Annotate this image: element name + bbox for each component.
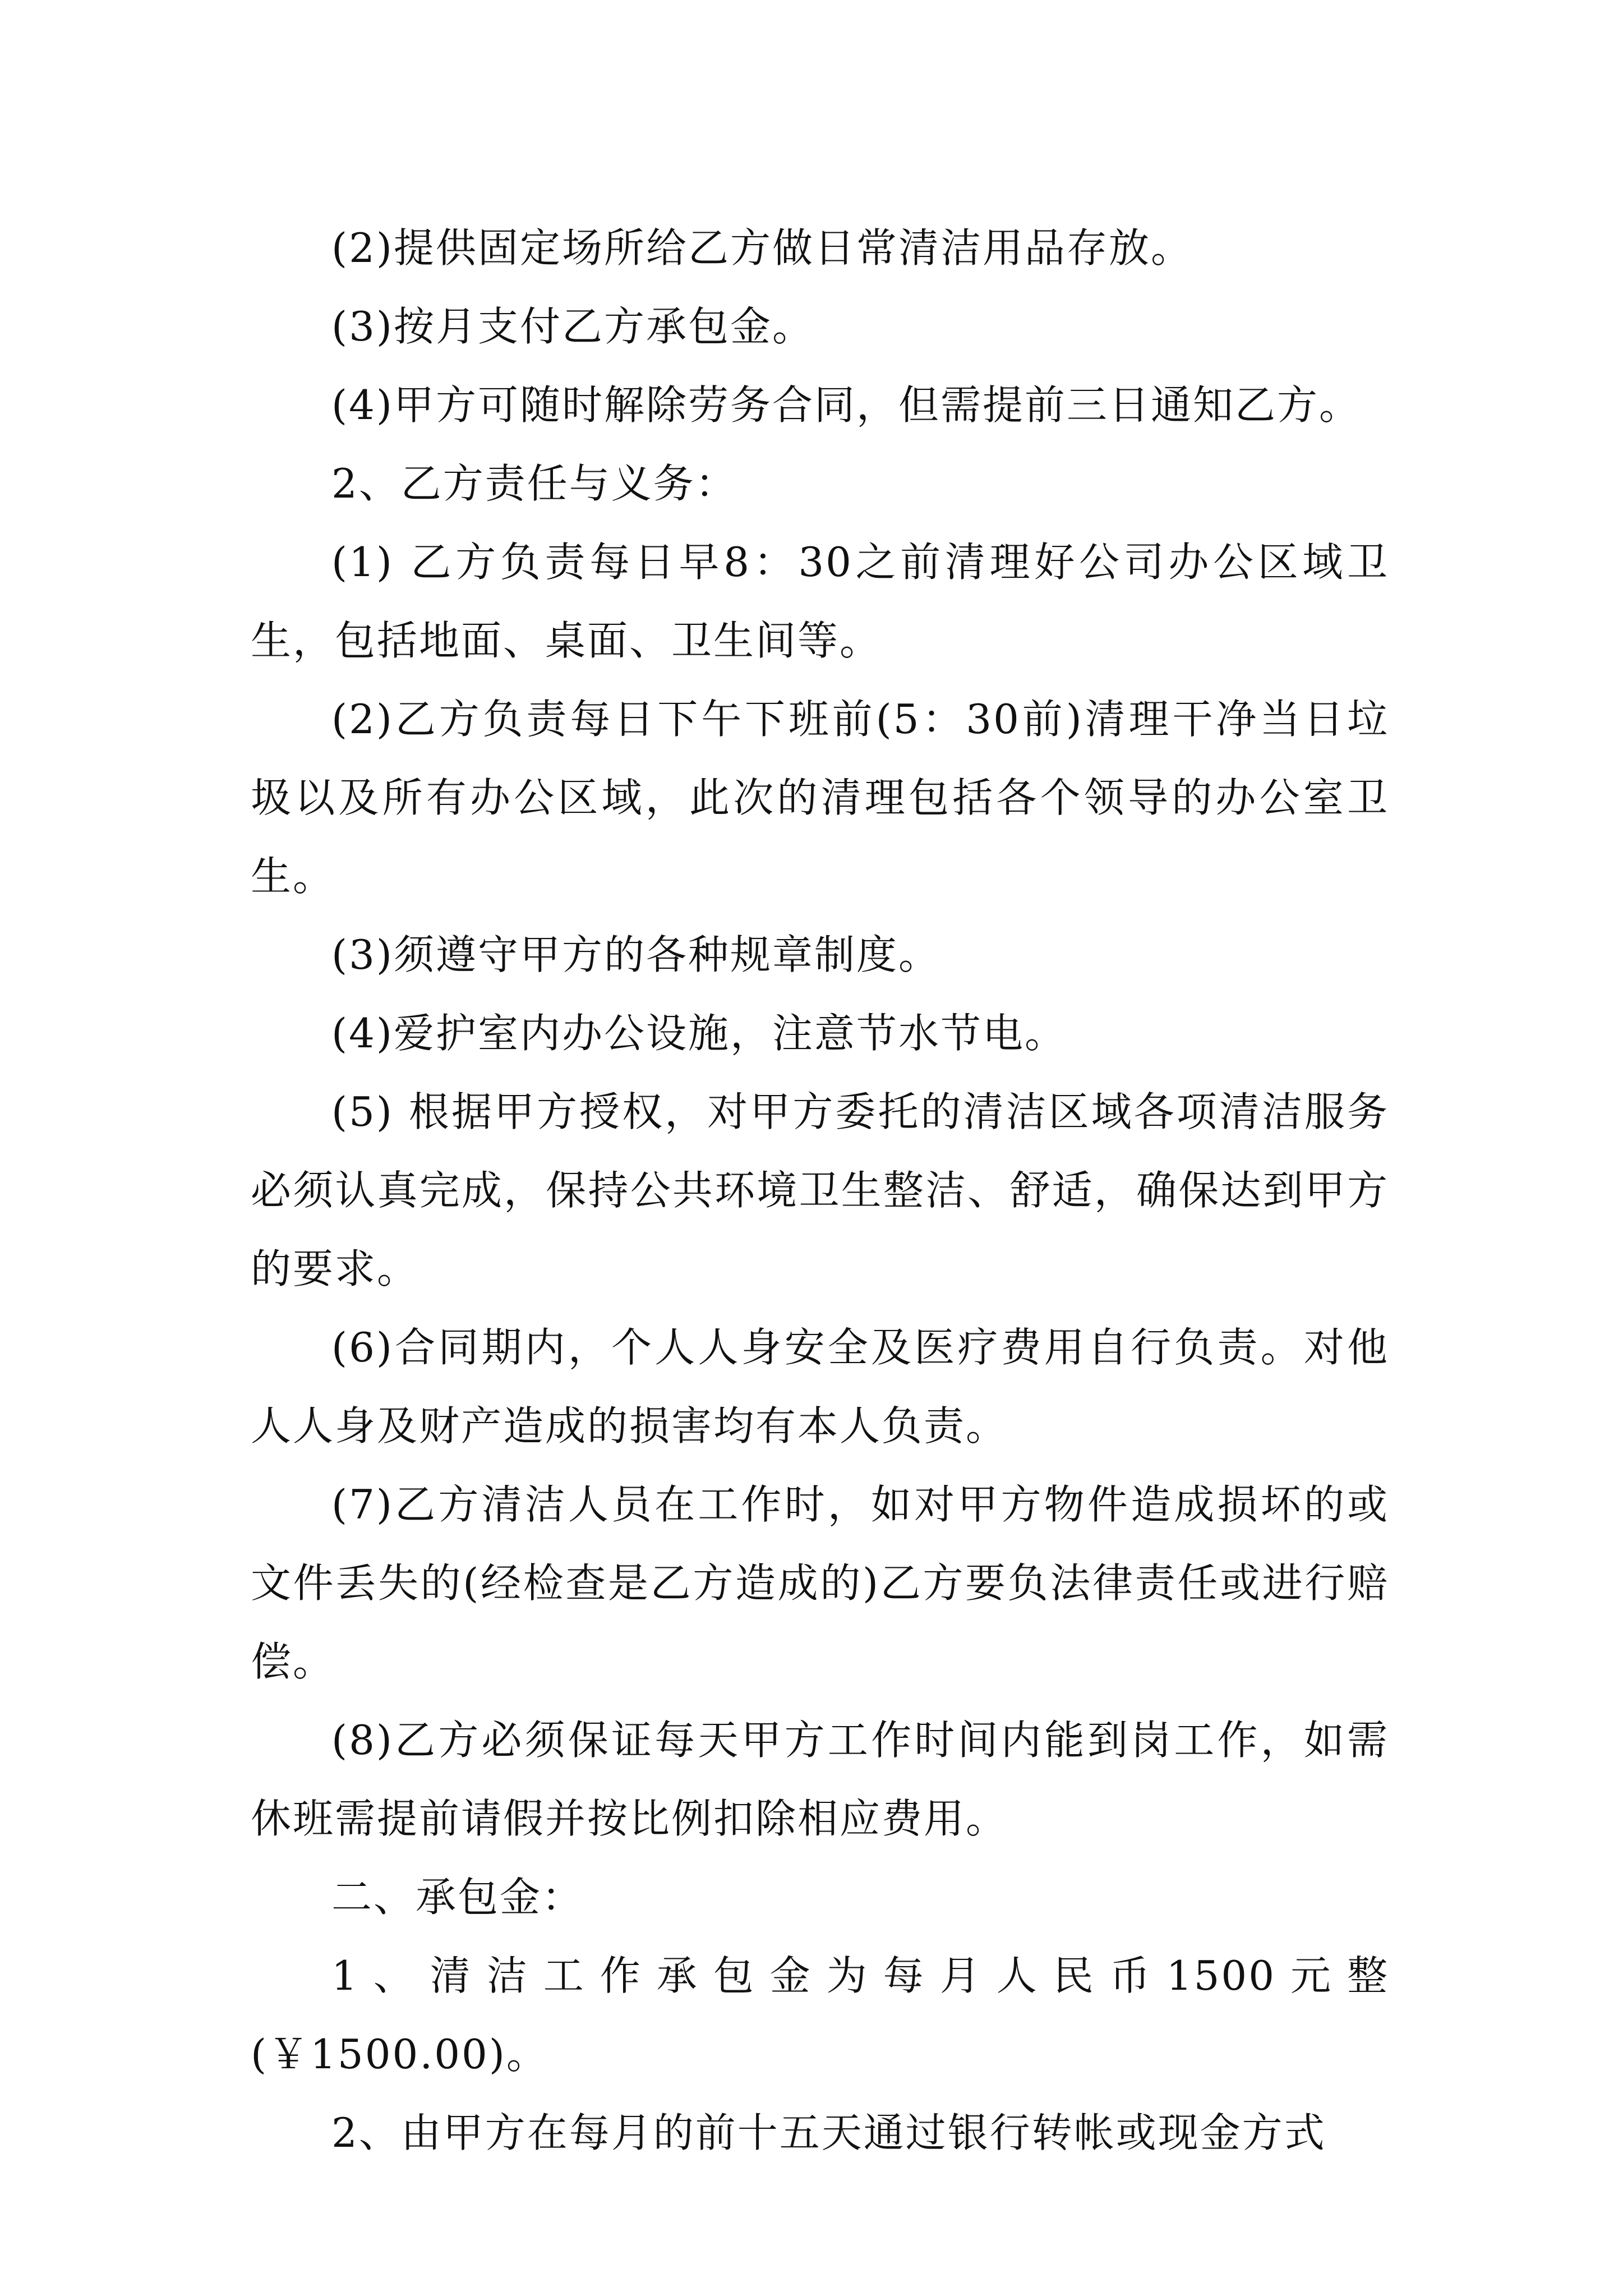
clause-paragraph: 1、清洁工作承包金为每月人民币1500元整(￥1500.00)。: [251, 1952, 1389, 2078]
clause-paragraph: (4)甲方可随时解除劳务合同，但需提前三日通知乙方。: [331, 381, 1361, 429]
clause-paragraph: (4)爱护室内办公设施，注意节水节电。: [331, 1010, 1067, 1057]
clause-paragraph: (3)须遵守甲方的各种规章制度。: [331, 931, 940, 978]
clause-paragraph: (8)乙方必须保证每天甲方工作时间内能到岗工作，如需休班需提前请假并按比例扣除相应费用。: [251, 1717, 1389, 1842]
clause-paragraph: (1) 乙方负责每日早8：30之前清理好公司办公区域卫生，包括地面、桌面、卫生间等。: [251, 539, 1389, 664]
section-heading: 二、承包金：: [331, 1874, 584, 1921]
contract-body: [251, 209, 1389, 2172]
clause-paragraph: (2)提供固定场所给乙方做日常清洁用品存放。: [331, 224, 1193, 272]
section-heading: 2、乙方责任与义务：: [331, 460, 737, 507]
clause-paragraph: (3)按月支付乙方承包金。: [331, 303, 814, 350]
clause-paragraph: (7)乙方清洁人员在工作时，如对甲方物件造成损坏的或文件丢失的(经检查是乙方造成的)乙方要负法律责任或进行赔偿。: [251, 1481, 1389, 1685]
clause-paragraph: 2、由甲方在每月的前十五天通过银行转帐或现金方式: [331, 2109, 1326, 2156]
clause-paragraph: (6)合同期内，个人人身安全及医疗费用自行负责。对他人人身及财产造成的损害均有本人负责。: [251, 1324, 1389, 1450]
clause-paragraph: (2)乙方负责每日下午下班前(5：30前)清理干净当日垃圾以及所有办公区域，此次的清理包括各个领导的办公室卫生。: [251, 696, 1389, 900]
clause-paragraph: (5) 根据甲方授权，对甲方委托的清洁区域各项清洁服务必须认真完成，保持公共环境卫生整洁、舒适，确保达到甲方的要求。: [251, 1088, 1389, 1292]
